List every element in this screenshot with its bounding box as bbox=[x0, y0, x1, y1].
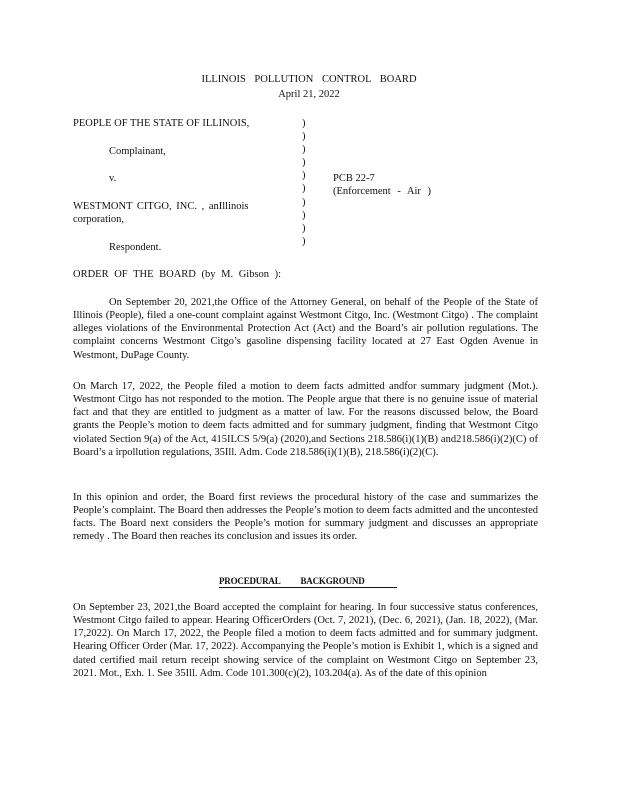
order-date: April 21, 2022 bbox=[278, 89, 340, 100]
caption-parentheses bbox=[302, 117, 312, 248]
plaintiff-name: PEOPLE OF THE STATE OF ILLINOIS, bbox=[73, 118, 250, 129]
paren: ) bbox=[302, 144, 306, 156]
defendant-entity-type: corporation, bbox=[73, 214, 125, 225]
respondent-label: Respondent. bbox=[109, 242, 162, 253]
paragraph-3: In this opinion and order, the Board first reviews the procedural history of the case and summarizes the People’s complaint. The Board then addresses the People’s motion to deem facts admitted and the uncontested facts. The Board next considers the People’s motion for summary judgment and discusses an appropriate remedy . The Board then reaches its conclusion and issues its order. bbox=[73, 492, 538, 543]
paren: ) bbox=[302, 196, 306, 208]
case-type: (Enforcement - Air ) bbox=[333, 186, 432, 197]
paragraph-1: On September 20, 2021,the Office of the Attorney General, on behalf of the People of the State of Illinois (People), filed a one-count complaint against Westmont Citgo, Inc. (Westmont Citgo) . The complaint alleges violations of the Environmental Protection Act (Act) and the Board’s air pollution regulations. The complaint concerns Westmont Citgo’s gasoline dispensing facility located at 27 East Ogden Avenue in Westmont, DuPage County. bbox=[73, 297, 538, 361]
board-title: ILLINOIS POLLUTION CONTROL BOARD bbox=[201, 74, 417, 85]
paren: ) bbox=[302, 118, 306, 129]
paren: ) bbox=[302, 183, 306, 195]
paragraph-2: On March 17, 2022, the People filed a motion to deem facts admitted andfor summary judgment (Mot.). Westmont Citgo has not responded to the motion. The People argue that there is no genuine issue of material fact and that they are entitled to judgment as a matter of law. For the reasons discussed below, the Board grants the People’s motion to deem facts admitted and for summary judgment, finding that Westmont Citgo violated Section 9(a) of the Act, 415ILCS 5/9(a) (2020),and Sections 218.586(i)(1)(B) and218.586(i)(2)(C) of Board’s a irpollution regulations, 35Ill. Adm. Code 218.586(i)(1)(B), 218.586(i)(2)(C). bbox=[73, 381, 538, 458]
paren: ) bbox=[302, 131, 306, 143]
section-heading-underline bbox=[219, 587, 397, 588]
case-number: PCB 22-7 bbox=[333, 173, 375, 184]
paren: ) bbox=[302, 170, 306, 182]
section-heading: PROCEDURAL BACKGROUND bbox=[219, 576, 365, 586]
order-heading: ORDER OF THE BOARD (by M. Gibson ): bbox=[73, 269, 282, 280]
paragraph-4: On September 23, 2021,the Board accepted the complaint for hearing. In four successive status conferences, Westmont Citgo failed to appear. Hearing OfficerOrders (Oct. 7, 2021), (Dec. 6, 2021), (Jan. 18, 2022), (Mar. 17,2022). On March 17, 2022, the People filed a motion to deem facts admitted and for summary judgment. Hearing Officer Order (Mar. 17, 2022). Accompanying the People’s motion is Exhibit 1, which is a signed and dated certified mail return receipt showing service of the complaint on Westmont Citgo on September 23, 2021. Mot., Exh. 1. See 35Ill. Adm. Code 101.300(c)(2), 103.204(a). As of the date of this opinion bbox=[73, 602, 538, 679]
defendant-name: WESTMONT CITGO, INC. , anIllinois bbox=[73, 201, 249, 212]
paren: ) bbox=[302, 157, 306, 169]
paren: ) bbox=[302, 222, 306, 234]
versus-label: v. bbox=[109, 173, 117, 184]
paren: ) bbox=[302, 235, 306, 247]
complainant-label: Complainant, bbox=[109, 146, 166, 157]
paren: ) bbox=[302, 209, 306, 221]
